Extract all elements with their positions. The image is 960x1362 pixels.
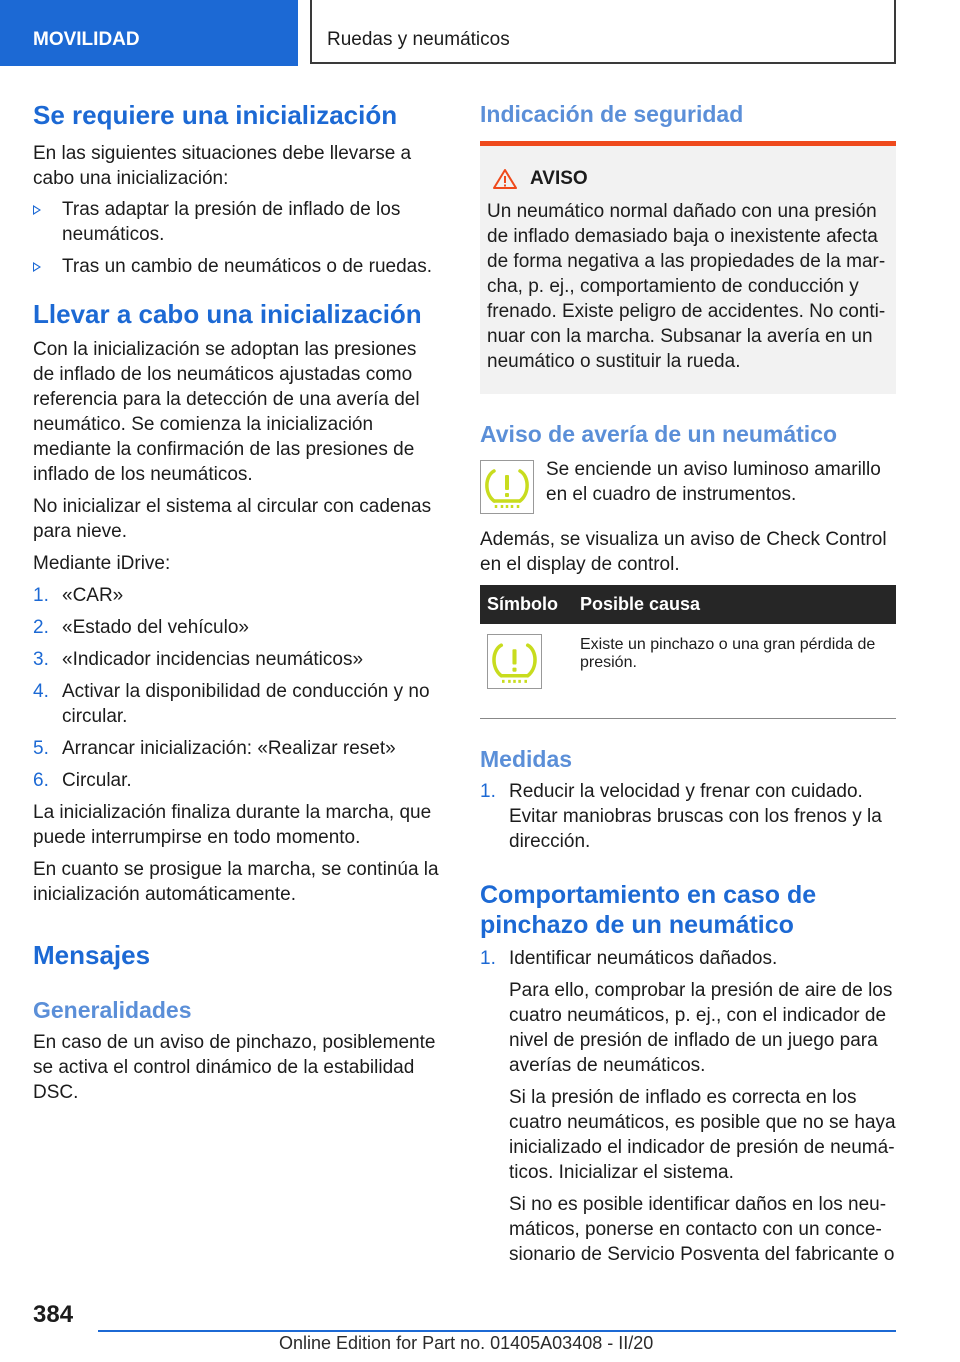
step-number: 1. xyxy=(480,947,496,969)
paragraph: En las siguientes situaciones debe llevarse a cabo una inicialización: xyxy=(33,143,412,189)
heading-tire-fault-warning: Aviso de avería de un neumático xyxy=(480,421,838,447)
step-text: Circular. xyxy=(62,770,132,791)
paragraph: Si no es posible identificar daños en los neumáticos, ponerse en contacto con un concesionario de Servicio Posventa del fabricante o xyxy=(509,1193,895,1265)
step-text: Identificar neumáticos dañados. xyxy=(509,947,778,969)
paragraph: Además, se visualiza un aviso de Check Control en el display de control. xyxy=(480,529,887,575)
fault-text: Se enciende un aviso luminoso amarillo en el cuadro de instrumentos. xyxy=(546,459,881,505)
section-tab[interactable]: MOVILIDAD xyxy=(0,0,298,66)
step-text: Arrancar inicialización: «Realizar reset» xyxy=(62,738,396,759)
heading-measures: Medidas xyxy=(480,745,573,772)
heading-initialization-required: Se requiere una inicialización xyxy=(33,100,398,130)
cause-cell: Existe un pinchazo o una gran pérdida de presión. xyxy=(573,624,896,718)
paragraph: Si la presión de inflado es correcta en los cuatro neumáticos, es posible que no se haya inicializado el indicador de presión de neumáticos. Inicializar el sistema. xyxy=(509,1086,896,1183)
footer-divider xyxy=(98,1330,896,1332)
step-text: «Estado del vehículo» xyxy=(62,617,249,638)
step-text: Activar la disponibilidad de conducción y no circular. xyxy=(62,681,430,727)
bullet-list xyxy=(33,197,441,279)
measures-list xyxy=(480,779,896,854)
list-item xyxy=(33,679,441,729)
edition-info: Online Edition for Part no. 01405A03408 - II/20 xyxy=(279,1333,654,1353)
fault-indicator-row xyxy=(480,457,896,514)
left-column xyxy=(33,100,441,1105)
warning-box xyxy=(480,141,896,394)
step-number: 1. xyxy=(480,780,496,802)
step-number: 6. xyxy=(33,770,49,791)
triangle-bullet-icon xyxy=(33,205,41,215)
chapter-title: Ruedas y neumáticos xyxy=(310,0,896,64)
list-item xyxy=(33,768,441,793)
list-item xyxy=(33,197,441,247)
tire-pressure-warning-icon xyxy=(480,460,534,514)
step-text: «CAR» xyxy=(62,585,124,606)
heading-perform-initialization: Llevar a cabo una inicialización xyxy=(33,299,422,329)
list-item xyxy=(480,779,896,854)
heading-safety-note: Indicación de seguridad xyxy=(480,101,744,127)
heading-puncture-behavior: Comportamiento en caso de pinchazo de un neumático xyxy=(480,880,817,939)
triangle-bullet-icon xyxy=(33,262,41,272)
step-text: «Indicador incidencias neumáticos» xyxy=(62,649,364,670)
tire-pressure-warning-icon xyxy=(487,634,542,689)
symbol-table xyxy=(480,585,896,719)
column-header-cause: Posible causa xyxy=(573,585,896,624)
right-column xyxy=(480,100,896,1267)
warning-triangle-icon xyxy=(492,168,518,190)
paragraph: Para ello, comprobar la presión de aire de los cuatro neumáticos, p. ej., con el indicador de nivel de presión de inflado de un juego para averías de neumáticos. xyxy=(509,979,893,1076)
step-number: 2. xyxy=(33,617,49,638)
warning-text: Un neumático normal dañado con una presión de inflado demasiado baja o inexistente afecta de forma negativa a las propiedades de la marcha, p. ej., comportamiento de conducción y frenado. Existe peligro de accidentes. No continuar con la marcha. Subsanar la avería en un neumático o sustituir la rueda. xyxy=(487,201,886,372)
column-header-symbol: Símbolo xyxy=(480,585,573,624)
paragraph: Con la inicialización se adoptan las presiones de inflado de los neumáticos ajustadas como referencia para la detección de una avería del neumático. Se comienza la inicialización mediante la confirmación de las presiones de inflado de los neumáticos. xyxy=(33,339,420,485)
list-item xyxy=(33,583,441,608)
warning-label: AVISO xyxy=(530,168,588,189)
paragraph: No inicializar el sistema al circular con cadenas para nieve. xyxy=(33,496,432,542)
list-item xyxy=(33,736,441,761)
list-item-text: Tras adaptar la presión de inflado de los neumáticos. xyxy=(62,199,401,245)
page-number: 384 xyxy=(33,1301,74,1328)
paragraph: La inicialización finaliza durante la marcha, que puede interrumpirse en todo momento. xyxy=(33,802,432,848)
list-item xyxy=(33,615,441,640)
paragraph: En cuanto se prosigue la marcha, se continúa la inicialización automáticamente. xyxy=(33,859,439,905)
list-item-text: Tras un cambio de neumáticos o de ruedas. xyxy=(62,256,432,277)
warning-title xyxy=(487,166,888,191)
heading-messages: Mensajes xyxy=(33,940,151,970)
step-number: 5. xyxy=(33,738,49,759)
page-header xyxy=(0,0,960,66)
paragraph: Mediante iDrive: xyxy=(33,553,171,574)
table-row xyxy=(480,624,896,718)
paragraph: En caso de un aviso de pinchazo, posiblemente se activa el control dinámico de la estabilidad DSC. xyxy=(33,1032,436,1103)
list-item xyxy=(480,946,896,1267)
table-header-row xyxy=(480,585,896,624)
list-item xyxy=(33,647,441,672)
step-number: 3. xyxy=(33,649,49,670)
symbol-cell xyxy=(480,624,573,718)
list-item xyxy=(33,254,441,279)
step-number: 4. xyxy=(33,681,49,702)
step-text: Reducir la velocidad y frenar con cuidado. Evitar maniobras bruscas con los frenos y la dirección. xyxy=(509,780,882,852)
step-number: 1. xyxy=(33,585,49,606)
steps-list xyxy=(33,583,441,793)
subheading-general: Generalidades xyxy=(33,997,192,1023)
behavior-list xyxy=(480,946,896,1267)
